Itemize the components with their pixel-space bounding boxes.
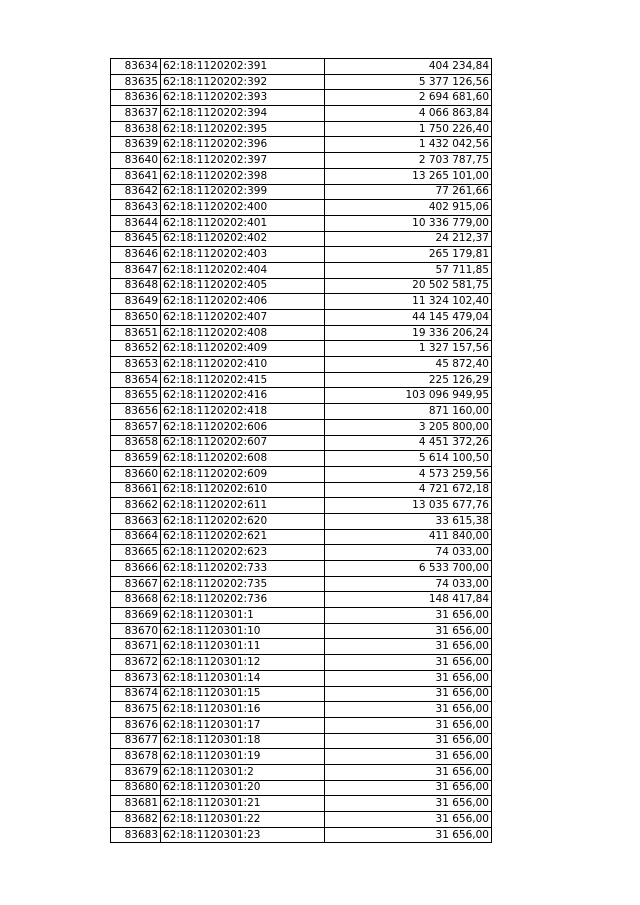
cadastral-number: 62:18:1120202:620 [161, 513, 325, 529]
cadastral-number: 62:18:1120202:610 [161, 482, 325, 498]
cadastral-number: 62:18:1120202:398 [161, 168, 325, 184]
cadastral-value: 148 417,84 [325, 592, 492, 608]
row-number: 83649 [111, 294, 161, 310]
table-row [111, 545, 492, 561]
cadastral-value: 4 721 672,18 [325, 482, 492, 498]
cadastral-value: 31 656,00 [325, 827, 492, 843]
table-row [111, 592, 492, 608]
cadastral-value: 31 656,00 [325, 733, 492, 749]
cadastral-value: 19 336 206,24 [325, 325, 492, 341]
cadastral-number: 62:18:1120202:733 [161, 561, 325, 577]
cadastral-value: 1 432 042,56 [325, 137, 492, 153]
cadastral-number: 62:18:1120301:20 [161, 780, 325, 796]
row-number: 83645 [111, 231, 161, 247]
row-number: 83683 [111, 827, 161, 843]
cadastral-number: 62:18:1120301:19 [161, 749, 325, 765]
table-row [111, 106, 492, 122]
row-number: 83638 [111, 121, 161, 137]
cadastral-value: 20 502 581,75 [325, 278, 492, 294]
cadastral-number: 62:18:1120202:623 [161, 545, 325, 561]
table-row [111, 137, 492, 153]
cadastral-value: 2 694 681,60 [325, 90, 492, 106]
row-number: 83680 [111, 780, 161, 796]
cadastral-number: 62:18:1120202:621 [161, 529, 325, 545]
table-row [111, 215, 492, 231]
cadastral-number: 62:18:1120202:397 [161, 153, 325, 169]
cadastral-value: 1 327 157,56 [325, 341, 492, 357]
cadastral-number: 62:18:1120202:606 [161, 419, 325, 435]
cadastral-number: 62:18:1120202:409 [161, 341, 325, 357]
cadastral-value: 411 840,00 [325, 529, 492, 545]
cadastral-number: 62:18:1120202:735 [161, 576, 325, 592]
row-number: 83664 [111, 529, 161, 545]
row-number: 83646 [111, 247, 161, 263]
cadastral-number: 62:18:1120202:407 [161, 310, 325, 326]
table-row [111, 325, 492, 341]
cadastral-number: 62:18:1120202:608 [161, 451, 325, 467]
cadastral-number: 62:18:1120301:2 [161, 764, 325, 780]
cadastral-number: 62:18:1120202:392 [161, 74, 325, 90]
table-row [111, 59, 492, 75]
cadastral-value: 5 377 126,56 [325, 74, 492, 90]
row-number: 83660 [111, 466, 161, 482]
table-row [111, 670, 492, 686]
cadastral-value: 4 573 259,56 [325, 466, 492, 482]
cadastral-value: 31 656,00 [325, 812, 492, 828]
table-row [111, 121, 492, 137]
cadastral-number: 62:18:1120202:408 [161, 325, 325, 341]
cadastral-value: 45 872,40 [325, 357, 492, 373]
table-row [111, 764, 492, 780]
table-row [111, 294, 492, 310]
table-row [111, 733, 492, 749]
row-number: 83656 [111, 404, 161, 420]
cadastral-value: 225 126,29 [325, 372, 492, 388]
cadastral-value: 31 656,00 [325, 670, 492, 686]
cadastral-number: 62:18:1120202:611 [161, 498, 325, 514]
cadastral-value: 31 656,00 [325, 702, 492, 718]
cadastral-value: 404 234,84 [325, 59, 492, 75]
cadastral-value: 871 160,00 [325, 404, 492, 420]
row-number: 83666 [111, 561, 161, 577]
table-row [111, 419, 492, 435]
row-number: 83647 [111, 262, 161, 278]
table-row [111, 341, 492, 357]
row-number: 83637 [111, 106, 161, 122]
cadastral-value: 4 066 863,84 [325, 106, 492, 122]
cadastral-number: 62:18:1120202:400 [161, 200, 325, 216]
row-number: 83665 [111, 545, 161, 561]
table-row [111, 372, 492, 388]
row-number: 83674 [111, 686, 161, 702]
row-number: 83654 [111, 372, 161, 388]
table-row [111, 749, 492, 765]
cadastral-value: 74 033,00 [325, 576, 492, 592]
row-number: 83681 [111, 796, 161, 812]
row-number: 83643 [111, 200, 161, 216]
row-number: 83642 [111, 184, 161, 200]
cadastral-value: 44 145 479,04 [325, 310, 492, 326]
cadastral-value: 77 261,66 [325, 184, 492, 200]
table-row [111, 184, 492, 200]
row-number: 83640 [111, 153, 161, 169]
row-number: 83682 [111, 812, 161, 828]
cadastral-value: 57 711,85 [325, 262, 492, 278]
row-number: 83657 [111, 419, 161, 435]
cadastral-number: 62:18:1120202:399 [161, 184, 325, 200]
cadastral-number: 62:18:1120202:401 [161, 215, 325, 231]
table-row [111, 655, 492, 671]
table-row [111, 686, 492, 702]
table-row [111, 90, 492, 106]
row-number: 83648 [111, 278, 161, 294]
row-number: 83639 [111, 137, 161, 153]
cadastral-number: 62:18:1120301:17 [161, 717, 325, 733]
row-number: 83669 [111, 608, 161, 624]
cadastral-number: 62:18:1120202:410 [161, 357, 325, 373]
table-row [111, 278, 492, 294]
cadastral-number: 62:18:1120202:394 [161, 106, 325, 122]
cadastral-number: 62:18:1120202:395 [161, 121, 325, 137]
table-row [111, 153, 492, 169]
cadastral-number: 62:18:1120301:10 [161, 623, 325, 639]
cadastral-number: 62:18:1120301:12 [161, 655, 325, 671]
table-row [111, 74, 492, 90]
cadastral-number: 62:18:1120202:607 [161, 435, 325, 451]
cadastral-number: 62:18:1120202:391 [161, 59, 325, 75]
row-number: 83675 [111, 702, 161, 718]
table-row [111, 702, 492, 718]
row-number: 83667 [111, 576, 161, 592]
cadastral-value: 1 750 226,40 [325, 121, 492, 137]
cadastral-number: 62:18:1120301:1 [161, 608, 325, 624]
cadastral-value: 103 096 949,95 [325, 388, 492, 404]
cadastral-value: 31 656,00 [325, 686, 492, 702]
cadastral-number: 62:18:1120202:415 [161, 372, 325, 388]
cadastral-number: 62:18:1120301:14 [161, 670, 325, 686]
table-row [111, 576, 492, 592]
cadastral-value: 31 656,00 [325, 796, 492, 812]
table-row [111, 513, 492, 529]
table-row [111, 498, 492, 514]
table-row [111, 357, 492, 373]
cadastral-number: 62:18:1120202:736 [161, 592, 325, 608]
table-row [111, 466, 492, 482]
row-number: 83652 [111, 341, 161, 357]
cadastral-value: 10 336 779,00 [325, 215, 492, 231]
row-number: 83673 [111, 670, 161, 686]
row-number: 83663 [111, 513, 161, 529]
cadastral-value: 13 265 101,00 [325, 168, 492, 184]
cadastral-value: 24 212,37 [325, 231, 492, 247]
cadastral-number: 62:18:1120301:23 [161, 827, 325, 843]
row-number: 83635 [111, 74, 161, 90]
cadastral-number: 62:18:1120202:609 [161, 466, 325, 482]
table-row [111, 812, 492, 828]
table-row [111, 623, 492, 639]
cadastral-number: 62:18:1120202:418 [161, 404, 325, 420]
row-number: 83651 [111, 325, 161, 341]
row-number: 83668 [111, 592, 161, 608]
cadastral-value: 5 614 100,50 [325, 451, 492, 467]
row-number: 83634 [111, 59, 161, 75]
row-number: 83659 [111, 451, 161, 467]
cadastral-value: 31 656,00 [325, 780, 492, 796]
row-number: 83653 [111, 357, 161, 373]
table-row [111, 827, 492, 843]
cadastral-value: 31 656,00 [325, 623, 492, 639]
cadastral-number: 62:18:1120301:21 [161, 796, 325, 812]
cadastral-number: 62:18:1120202:393 [161, 90, 325, 106]
cadastral-number: 62:18:1120202:404 [161, 262, 325, 278]
cadastral-value: 31 656,00 [325, 655, 492, 671]
row-number: 83679 [111, 764, 161, 780]
cadastral-value: 265 179,81 [325, 247, 492, 263]
cadastral-number: 62:18:1120301:22 [161, 812, 325, 828]
table-body [111, 59, 492, 843]
row-number: 83670 [111, 623, 161, 639]
row-number: 83636 [111, 90, 161, 106]
table-row [111, 168, 492, 184]
cadastral-value: 31 656,00 [325, 749, 492, 765]
table-row [111, 561, 492, 577]
cadastral-number: 62:18:1120202:403 [161, 247, 325, 263]
row-number: 83678 [111, 749, 161, 765]
table-row [111, 451, 492, 467]
table-row [111, 780, 492, 796]
cadastral-value: 6 533 700,00 [325, 561, 492, 577]
table-row [111, 639, 492, 655]
row-number: 83661 [111, 482, 161, 498]
cadastral-number: 62:18:1120202:416 [161, 388, 325, 404]
table-row [111, 482, 492, 498]
table-row [111, 231, 492, 247]
cadastral-value: 31 656,00 [325, 639, 492, 655]
cadastral-number: 62:18:1120202:396 [161, 137, 325, 153]
row-number: 83655 [111, 388, 161, 404]
table-row [111, 404, 492, 420]
table-row [111, 608, 492, 624]
cadastral-value: 31 656,00 [325, 608, 492, 624]
row-number: 83676 [111, 717, 161, 733]
cadastral-value: 33 615,38 [325, 513, 492, 529]
table-row [111, 796, 492, 812]
table-row [111, 262, 492, 278]
table-row [111, 435, 492, 451]
cadastral-value: 74 033,00 [325, 545, 492, 561]
cadastral-number: 62:18:1120301:16 [161, 702, 325, 718]
cadastral-number: 62:18:1120301:15 [161, 686, 325, 702]
cadastral-value: 31 656,00 [325, 717, 492, 733]
cadastral-value: 3 205 800,00 [325, 419, 492, 435]
cadastral-value-table [110, 58, 492, 843]
table-row [111, 717, 492, 733]
cadastral-number: 62:18:1120301:11 [161, 639, 325, 655]
cadastral-number: 62:18:1120301:18 [161, 733, 325, 749]
row-number: 83658 [111, 435, 161, 451]
table-row [111, 388, 492, 404]
cadastral-value: 11 324 102,40 [325, 294, 492, 310]
table-row [111, 200, 492, 216]
row-number: 83671 [111, 639, 161, 655]
table-row [111, 529, 492, 545]
cadastral-number: 62:18:1120202:406 [161, 294, 325, 310]
table-row [111, 310, 492, 326]
cadastral-value: 13 035 677,76 [325, 498, 492, 514]
cadastral-value: 2 703 787,75 [325, 153, 492, 169]
table-row [111, 247, 492, 263]
cadastral-value: 31 656,00 [325, 764, 492, 780]
row-number: 83662 [111, 498, 161, 514]
cadastral-number: 62:18:1120202:405 [161, 278, 325, 294]
row-number: 83677 [111, 733, 161, 749]
cadastral-value: 402 915,06 [325, 200, 492, 216]
cadastral-value: 4 451 372,26 [325, 435, 492, 451]
row-number: 83644 [111, 215, 161, 231]
row-number: 83672 [111, 655, 161, 671]
row-number: 83641 [111, 168, 161, 184]
row-number: 83650 [111, 310, 161, 326]
cadastral-number: 62:18:1120202:402 [161, 231, 325, 247]
